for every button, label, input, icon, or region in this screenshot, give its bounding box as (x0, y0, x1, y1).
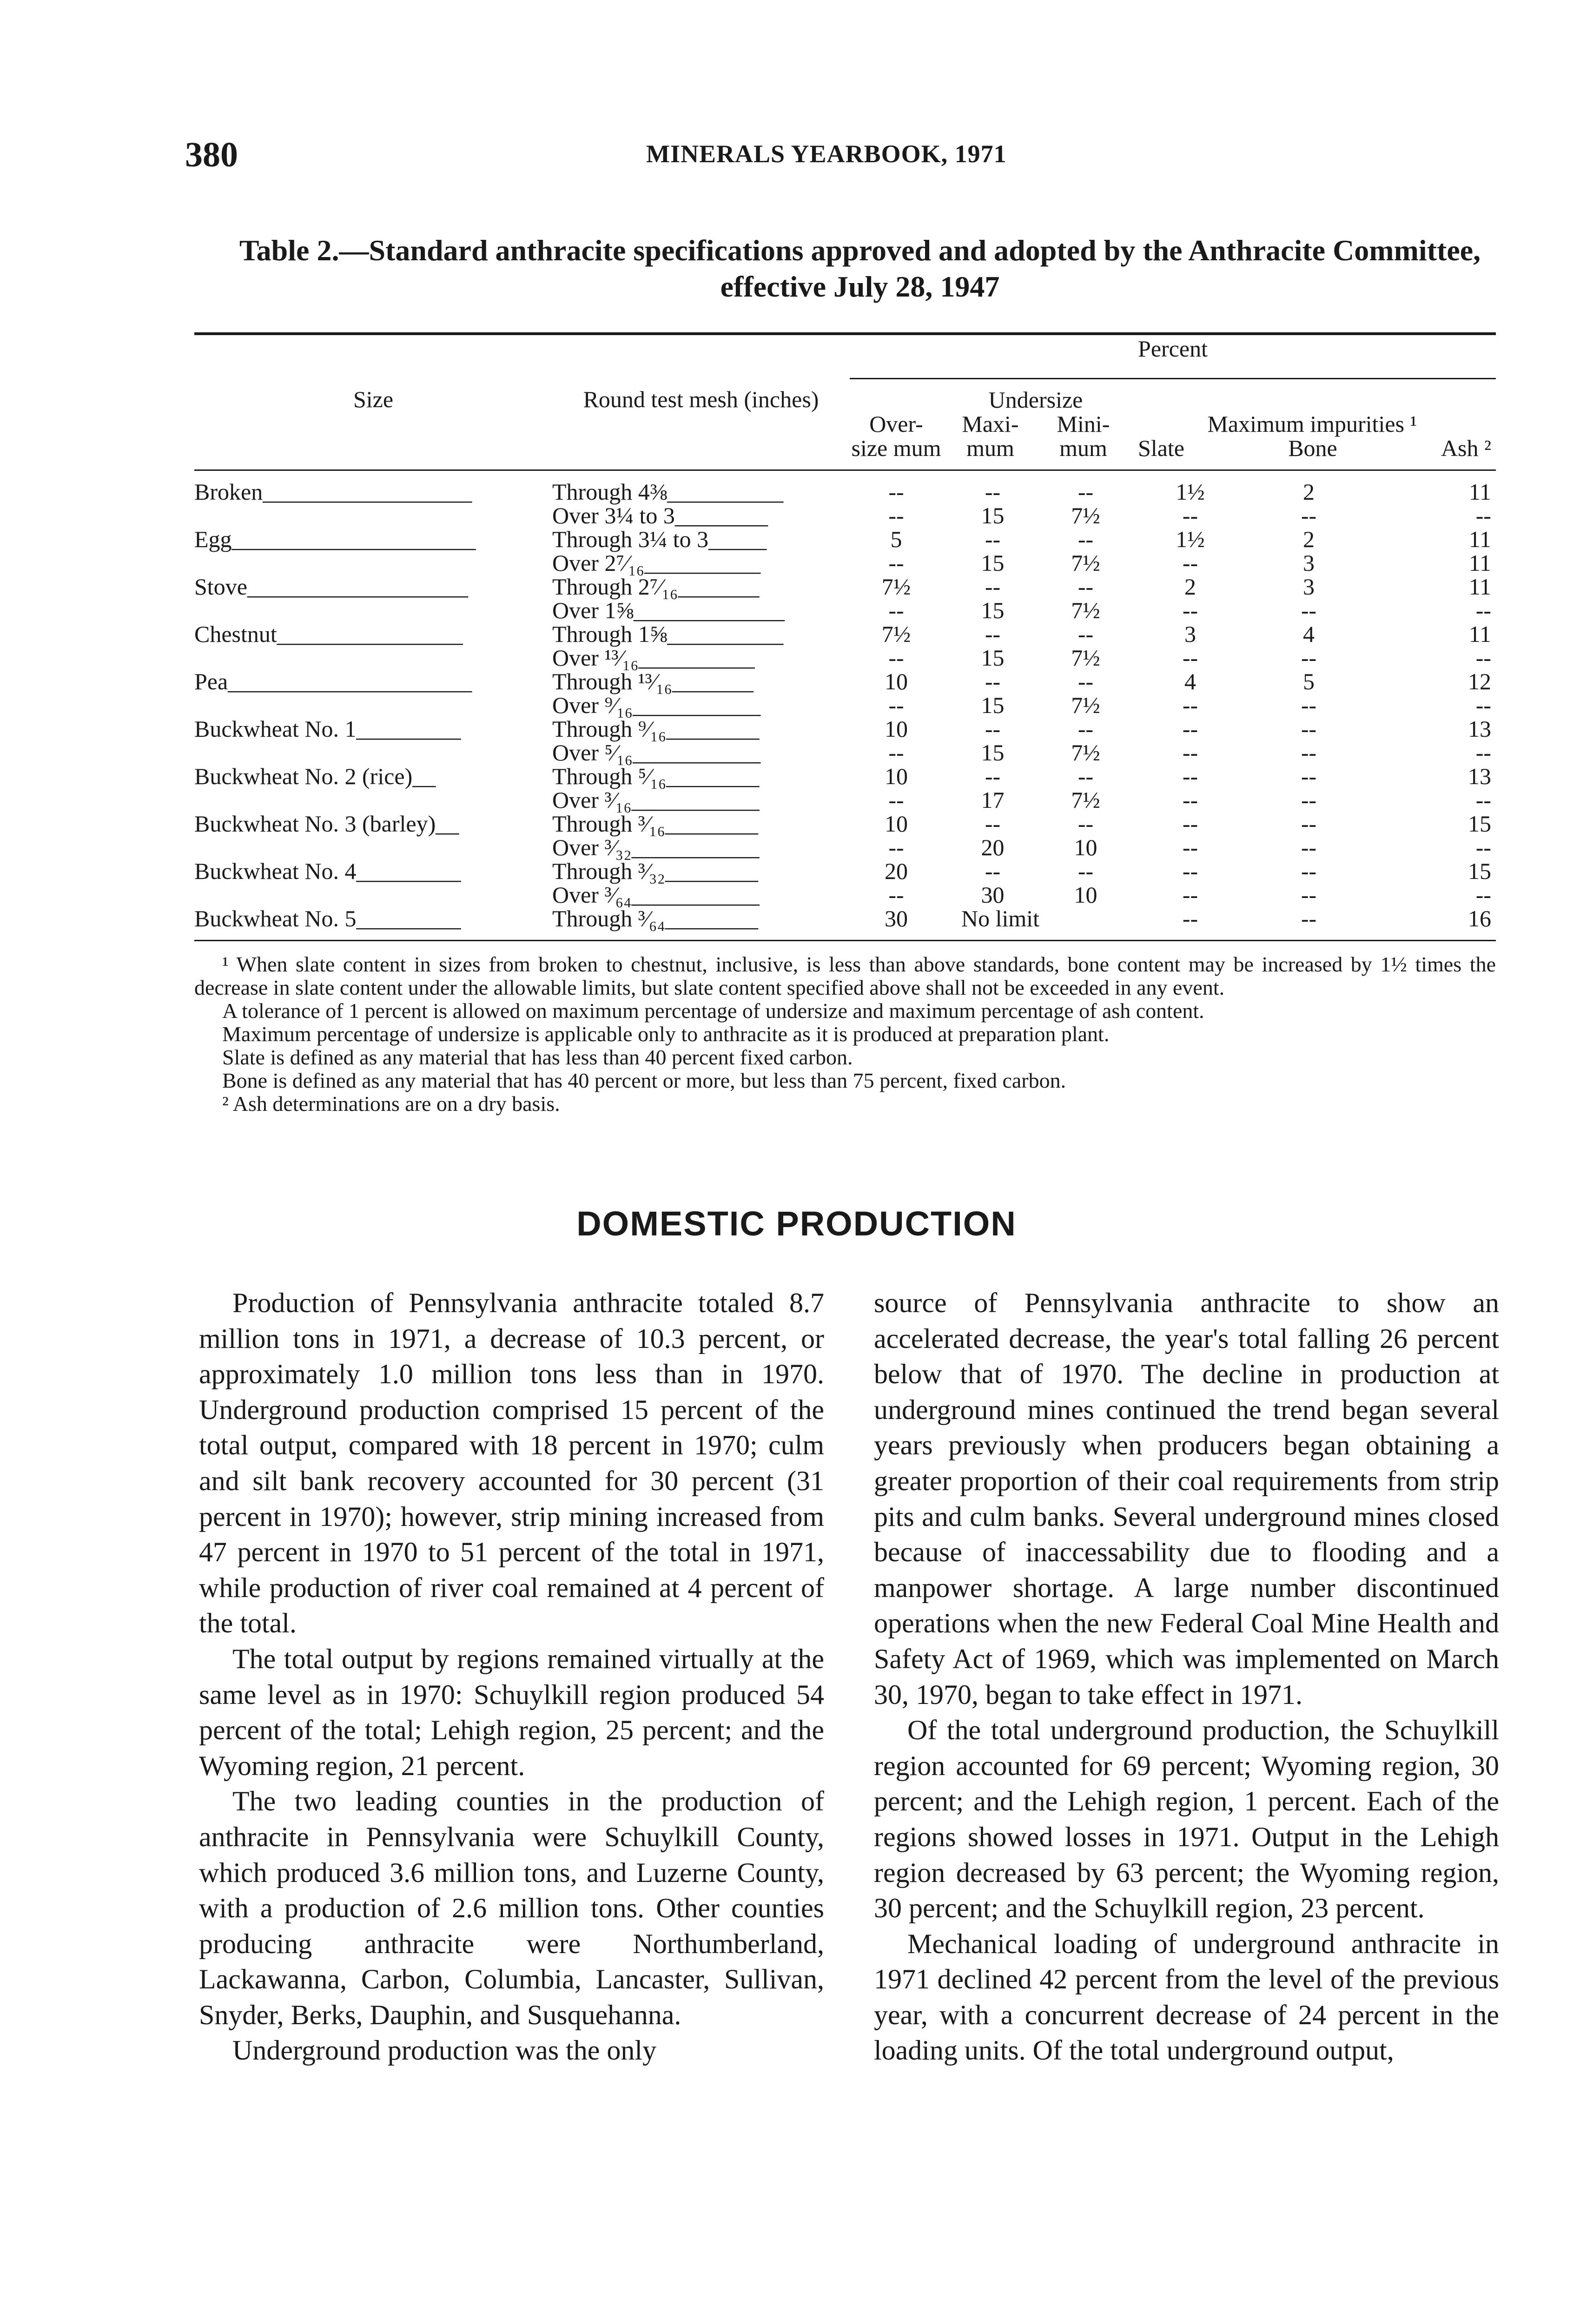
mesh-cell: Over ³⁄₃₂___________ (552, 834, 760, 860)
mesh-cell: Over ³⁄₆₄___________ (552, 882, 760, 908)
ash-cell: 11 (1468, 550, 1491, 576)
bone-cell: -- (1301, 858, 1317, 884)
undersize-min-cell: -- (1077, 763, 1094, 789)
undersize-min-cell: -- (1077, 668, 1094, 694)
size-cell (194, 883, 552, 907)
undersize-max-cell: -- (985, 811, 1001, 837)
table-body (194, 470, 1496, 940)
paragraph: Of the total underground production, the Schuylkill region accounted for 69 percent; Wyoming region, 30 percent; and the Lehigh region, 1 percent. Each of the regions showed losses in 1971. Output in the Lehigh region decreased by 63 percent; the Wyoming region, 30 percent; and the Schuylkill region, 23 percent. (874, 1715, 1499, 1924)
undersize-max-cell: 30 (981, 882, 1005, 908)
specifications-table (194, 332, 1496, 941)
bone-cell: -- (1301, 882, 1317, 908)
table-row (194, 693, 1496, 717)
mesh-cell: Through ³⁄₆₄________ (552, 905, 758, 931)
bone-cell: -- (1301, 692, 1317, 718)
paragraph: Mechanical loading of underground anthracite in 1971 declined 42 percent from the level of the previous year, with a concurrent decrease of 24 percent in the loading units. Of the total underground output, (874, 1928, 1499, 2066)
paragraph: Production of Pennsylvania anthracite totaled 8.7 million tons in 1971, a decrease of 10.3 percent, or approximately 1.0 million tons less than in 1970. Underground production comprised 15 percent of the total output, compared with 18 percent in 1970; culm and silt bank recovery accounted for 30 percent (31 percent in 1970); however, strip mining increased from 47 percent in 1970 to 51 percent of the total in 1971, while production of river coal remained at 4 percent of the total. (199, 1287, 824, 1639)
undersize-min-cell: -- (1077, 716, 1094, 742)
slate-cell: -- (1182, 692, 1198, 718)
footnote: ² Ash determinations are on a dry basis. (222, 1092, 560, 1116)
table-row (194, 859, 1496, 883)
undersize-max-cell: -- (985, 763, 1001, 789)
undersize-min-cell: -- (1077, 621, 1094, 647)
undersize-min-cell: -- (1077, 479, 1094, 505)
oversize-cell: 20 (885, 858, 908, 884)
table-row (194, 504, 1496, 528)
bone-cell: -- (1301, 739, 1317, 766)
mesh-cell: Through 3¼ to 3_____ (552, 526, 767, 552)
table-row (194, 765, 1496, 788)
slate-cell: 2 (1184, 574, 1196, 600)
oversize-cell: -- (888, 479, 904, 505)
ash-cell: 11 (1468, 621, 1491, 647)
oversize-cell: 10 (885, 763, 908, 789)
bone-cell: 3 (1303, 574, 1315, 600)
bone-cell: 2 (1303, 479, 1315, 505)
bone-cell: -- (1301, 597, 1317, 623)
bone-cell: 2 (1303, 526, 1315, 552)
size-cell: Broken__________________ (194, 479, 472, 505)
table-row (194, 670, 1496, 693)
oversize-cell: 10 (885, 716, 908, 742)
footnote: A tolerance of 1 percent is allowed on maximum percentage of undersize and maximum percentage of ash content. (222, 999, 1204, 1023)
undersize-max-cell: 15 (981, 645, 1005, 671)
ash-cell: 11 (1468, 479, 1491, 505)
paragraph: The total output by regions remained virtually at the same level as in 1970: Schuylkill region produced 54 percent of the total; Lehigh region, 25 percent; and the Wyoming region, 21 percent. (199, 1643, 824, 1781)
size-cell (194, 693, 552, 717)
undersize-min-cell: 7½ (1071, 597, 1100, 623)
slate-header: Slate (1138, 435, 1184, 461)
size-cell: Buckwheat No. 2 (rice)__ (194, 763, 436, 789)
bone-cell: -- (1301, 716, 1317, 742)
table-row (194, 575, 1496, 599)
minimum-header: Mini- mum (1057, 411, 1110, 461)
ash-cell: 15 (1468, 858, 1491, 884)
table-row (194, 599, 1496, 622)
slate-cell: -- (1182, 502, 1198, 528)
oversize-cell: -- (888, 692, 904, 718)
size-cell (194, 551, 552, 575)
size-cell: Buckwheat No. 5_________ (194, 905, 461, 931)
slate-cell: -- (1182, 811, 1198, 837)
max-impurities-header: Maximum impurities ¹ (1207, 411, 1417, 437)
footnote: Maximum percentage of undersize is applicable only to anthracite as it is produced at preparation plant. (222, 1022, 1110, 1046)
undersize-max-cell: -- (985, 716, 1001, 742)
size-cell (194, 504, 552, 528)
slate-cell: 1½ (1176, 479, 1205, 505)
undersize-header: Undersize (988, 387, 1083, 413)
mesh-cell: Through 4⅜__________ (552, 479, 784, 505)
undersize-max-cell: -- (985, 621, 1001, 647)
mesh-cell: Through ⁹⁄₁₆________ (552, 716, 760, 742)
ash-cell: -- (1475, 834, 1491, 860)
mesh-cell: Over 2⁷⁄₁₆__________ (552, 550, 761, 576)
size-cell: Pea_____________________ (194, 668, 472, 694)
bone-cell: 3 (1303, 550, 1315, 576)
undersize-max-cell: 15 (981, 550, 1005, 576)
ash-cell: -- (1475, 787, 1491, 813)
bone-header: Bone (1288, 435, 1337, 461)
size-cell: Buckwheat No. 3 (barley)__ (194, 811, 459, 837)
undersize-min-cell: 10 (1074, 834, 1097, 860)
undersize-max-cell: 20 (981, 834, 1005, 860)
slate-cell: -- (1182, 858, 1198, 884)
size-cell (194, 646, 552, 670)
oversize-cell: 7½ (881, 621, 911, 647)
paragraph: The two leading counties in the production of anthracite in Pennsylvania were Schuylkill County, which produced 3.6 million tons, and Luzerne County, with a production of 2.6 million tons. Other counties producing anthracite were Northumberland, Lackawanna, Carbon, Columbia, Lancaster, Sullivan, Snyder, Berks, Dauphin, and Susquehanna. (199, 1786, 824, 2030)
size-cell (194, 599, 552, 622)
table-row (194, 788, 1496, 812)
ash-cell: -- (1475, 597, 1491, 623)
slate-cell: -- (1182, 739, 1198, 766)
oversize-cell: -- (888, 882, 904, 908)
bone-cell: -- (1301, 763, 1317, 789)
paragraph: Underground production was the only (232, 2035, 657, 2066)
table-row (194, 646, 1496, 670)
bone-cell: -- (1301, 787, 1317, 813)
undersize-max-cell: No limit (961, 905, 1040, 931)
oversize-cell: 10 (885, 668, 908, 694)
mesh-cell: Through ³⁄₁₆________ (552, 811, 758, 837)
undersize-max-cell: -- (985, 574, 1001, 600)
table-row (194, 528, 1496, 551)
slate-cell: 1½ (1176, 526, 1205, 552)
ash-cell: 11 (1468, 526, 1491, 552)
undersize-min-cell: -- (1077, 526, 1094, 552)
ash-header: Ash ² (1441, 435, 1491, 461)
ash-cell: -- (1475, 692, 1491, 718)
table-row (194, 836, 1496, 859)
table-row (194, 551, 1496, 575)
undersize-max-cell: -- (985, 479, 1001, 505)
oversize-cell: -- (888, 645, 904, 671)
slate-cell: -- (1182, 645, 1198, 671)
slate-cell: -- (1182, 905, 1198, 931)
paragraph: source of Pennsylvania anthracite to show an accelerated decrease, the year's total falling 26 percent below that of 1970. The decline in production at underground mines continued the trend began several years previously when producers began obtaining a greater proportion of their coal requirements from strip pits and culm banks. Several underground mines closed because of inaccessability due to flooding and a manpower shortage. A large number discontinued operations when the new Federal Coal Mine Health and Safety Act of 1969, which was implemented on March 30, 1970, began to take effect in 1971. (874, 1287, 1499, 1710)
ash-cell: -- (1475, 502, 1491, 528)
size-cell: Chestnut________________ (194, 621, 463, 647)
bone-cell: -- (1301, 502, 1317, 528)
size-cell: Egg_____________________ (194, 526, 476, 552)
size-cell: Stove___________________ (194, 574, 468, 600)
undersize-group-header (943, 379, 1129, 470)
footnote: Slate is defined as any material that has less than 40 percent fixed carbon. (222, 1045, 853, 1069)
ash-cell: -- (1475, 882, 1491, 908)
table-row (194, 622, 1496, 646)
oversize-cell: 10 (885, 811, 908, 837)
ash-cell: 11 (1468, 574, 1491, 600)
impurities-group-header (1129, 379, 1496, 470)
mesh-cell: Through ⁵⁄₁₆________ (552, 763, 760, 789)
footnote: ¹ When slate content in sizes from broken to chestnut, inclusive, is less than above standards, bone content may be increased by 1½ times the decrease in slate content under the allowable limits, but slate content specified above shall not be exceeded in any event. (194, 952, 1496, 999)
table-row (194, 470, 1496, 504)
slate-cell: -- (1182, 882, 1198, 908)
oversize-cell: -- (888, 787, 904, 813)
oversize-header: Over- size mum (850, 379, 943, 470)
undersize-min-cell: -- (1077, 574, 1094, 600)
undersize-max-cell: 15 (981, 597, 1005, 623)
mesh-cell: Through ¹³⁄₁₆_______ (552, 668, 754, 694)
bone-cell: -- (1301, 834, 1317, 860)
ash-cell: 13 (1468, 716, 1491, 742)
undersize-min-cell: 10 (1074, 882, 1097, 908)
slate-cell: 4 (1184, 668, 1196, 694)
section-title: DOMESTIC PRODUCTION (576, 1204, 1017, 1243)
bone-cell: 5 (1303, 668, 1315, 694)
undersize-min-cell: 7½ (1071, 692, 1100, 718)
oversize-cell: -- (888, 739, 904, 766)
size-cell: Buckwheat No. 1_________ (194, 716, 461, 742)
page-number: 380 (185, 135, 238, 174)
oversize-cell: 30 (885, 905, 908, 931)
bone-cell: 4 (1303, 621, 1315, 647)
bone-cell: -- (1301, 645, 1317, 671)
ash-cell: 16 (1468, 905, 1491, 931)
size-cell: Buckwheat No. 4_________ (194, 858, 461, 884)
bone-cell: -- (1301, 811, 1317, 837)
undersize-min-cell: -- (1077, 811, 1094, 837)
maximum-header: Maxi- mum (962, 411, 1019, 461)
size-cell (194, 836, 552, 859)
left-column (199, 1285, 824, 2068)
mesh-cell: Through 2⁷⁄₁₆_______ (552, 574, 760, 600)
size-cell (194, 788, 552, 812)
undersize-min-cell: 7½ (1071, 787, 1100, 813)
ash-cell: 13 (1468, 763, 1491, 789)
undersize-min-cell: -- (1077, 858, 1094, 884)
slate-cell: -- (1182, 597, 1198, 623)
bone-cell: -- (1301, 905, 1317, 931)
size-cell (194, 741, 552, 765)
right-column (874, 1285, 1499, 2068)
slate-cell: -- (1182, 716, 1198, 742)
mesh-cell: Over 1⅝_____________ (552, 597, 785, 623)
oversize-cell: -- (888, 550, 904, 576)
mesh-header: Round test mesh (inches) (552, 379, 850, 470)
undersize-max-cell: 17 (981, 787, 1005, 813)
ash-cell: -- (1475, 645, 1491, 671)
oversize-cell: 7½ (881, 574, 911, 600)
slate-cell: -- (1182, 787, 1198, 813)
undersize-max-cell: 15 (981, 502, 1005, 528)
mesh-cell: Over 3¼ to 3________ (552, 502, 768, 528)
mesh-cell: Through ³⁄₃₂________ (552, 858, 758, 884)
ash-cell: 15 (1468, 811, 1491, 837)
ash-cell: 12 (1468, 668, 1491, 694)
undersize-max-cell: -- (985, 526, 1001, 552)
table-title: Table 2.—Standard anthracite specifications approved and adopted by the Anthracite Committee, effective July 28, 1947 (239, 234, 1481, 303)
mesh-cell: Over ⁹⁄₁₆___________ (552, 692, 761, 718)
size-header: Size (194, 379, 552, 470)
mesh-cell: Through 1⅝__________ (552, 621, 784, 647)
mesh-cell: Over ¹³⁄₁₆__________ (552, 645, 755, 671)
oversize-cell: -- (888, 597, 904, 623)
table-row (194, 741, 1496, 765)
table-row (194, 883, 1496, 907)
oversize-cell: -- (888, 834, 904, 860)
ash-cell: -- (1475, 739, 1491, 766)
undersize-max-cell: -- (985, 668, 1001, 694)
slate-cell: -- (1182, 763, 1198, 789)
undersize-min-cell: 7½ (1071, 550, 1100, 576)
slate-cell: -- (1182, 834, 1198, 860)
footnote: Bone is defined as any material that has 40 percent or more, but less than 75 percent, fixed carbon. (222, 1069, 1066, 1092)
undersize-min-cell: 7½ (1071, 502, 1100, 528)
oversize-cell: 5 (890, 526, 902, 552)
undersize-max-cell: 15 (981, 739, 1005, 766)
mesh-cell: Over ⁵⁄₁₆___________ (552, 739, 761, 766)
slate-cell: 3 (1184, 621, 1196, 647)
undersize-min-cell: 7½ (1071, 645, 1100, 671)
undersize-min-cell: 7½ (1071, 739, 1100, 766)
running-title: MINERALS YEARBOOK, 1971 (646, 140, 1007, 168)
oversize-cell: -- (888, 502, 904, 528)
mesh-cell: Over ³⁄₁₆___________ (552, 787, 760, 813)
table-row (194, 812, 1496, 836)
undersize-max-cell: 15 (981, 692, 1005, 718)
slate-cell: -- (1182, 550, 1198, 576)
table-row (194, 717, 1496, 741)
table-row (194, 907, 1496, 940)
percent-header: Percent (850, 334, 1496, 379)
table-footnotes (194, 953, 1496, 1116)
undersize-max-cell: -- (985, 858, 1001, 884)
